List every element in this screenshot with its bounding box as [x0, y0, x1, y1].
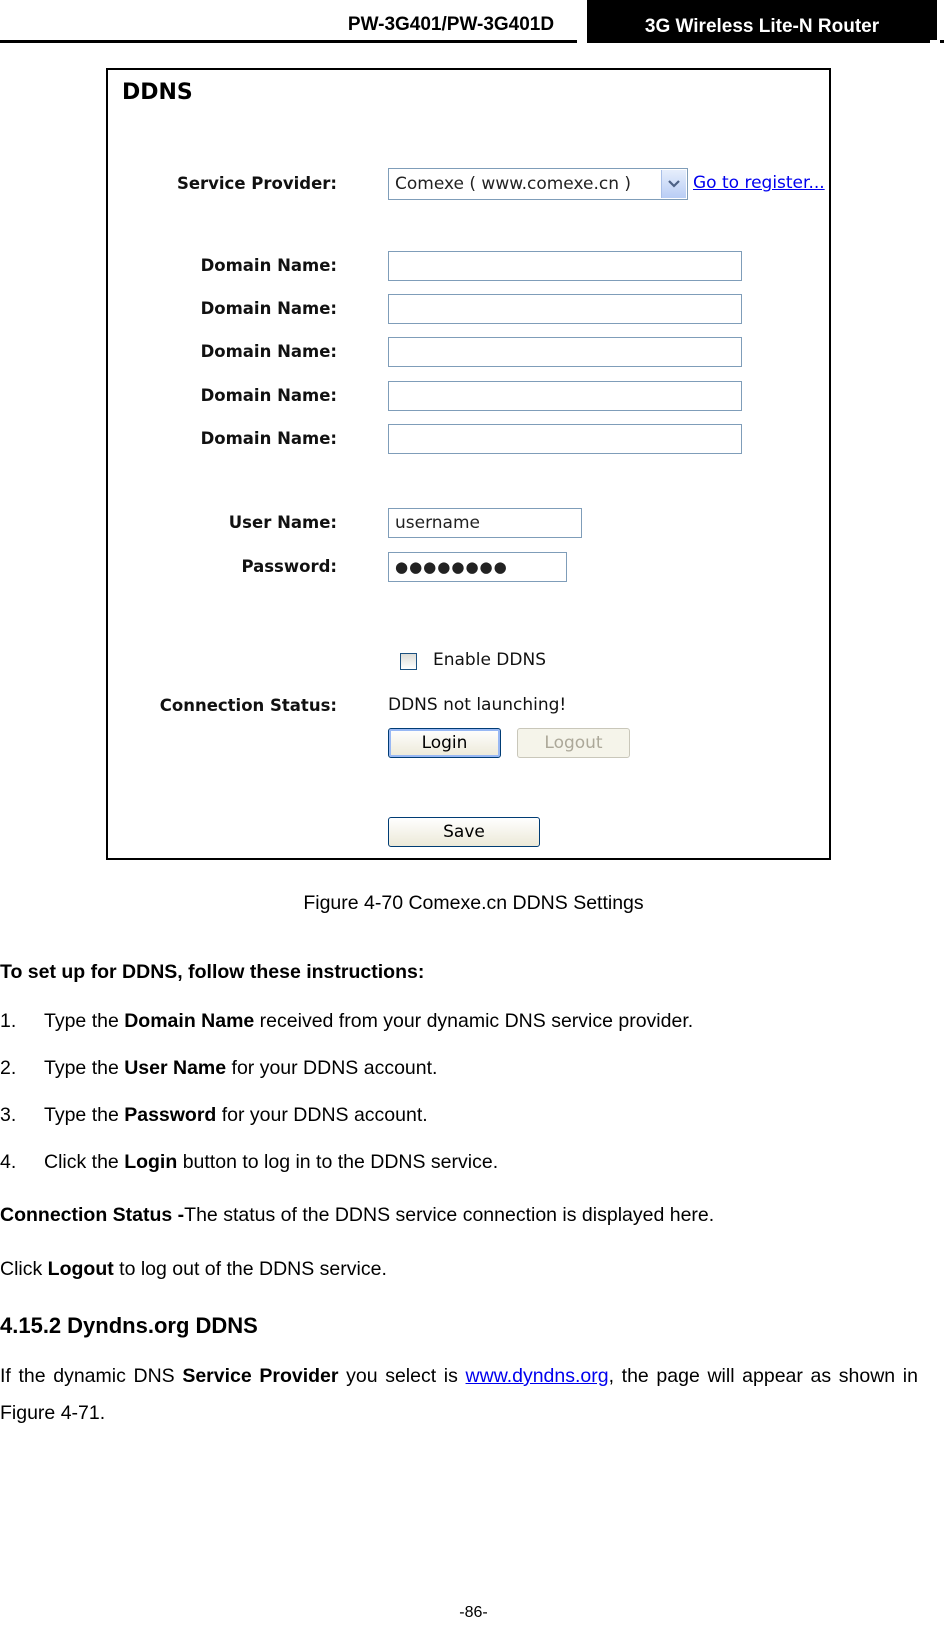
section-paragraph: [0, 1358, 918, 1432]
service-provider-value: Comexe ( www.comexe.cn ): [395, 174, 632, 194]
step-number: 4.: [0, 1151, 17, 1173]
paragraph-text: , the page will appear as shown in Figure 4-71.: [0, 1365, 918, 1424]
go-to-register-link[interactable]: Go to register...: [693, 173, 825, 193]
note-text: Click: [0, 1258, 48, 1280]
connection-status-label: Connection Status:: [159, 696, 337, 715]
page-number: -86-: [459, 1604, 488, 1621]
step-term: User Name: [124, 1057, 227, 1079]
step-term: Login: [124, 1151, 178, 1173]
step-number: 3.: [0, 1104, 17, 1126]
section-number: 4.15.2: [0, 1313, 62, 1338]
save-button[interactable]: Save: [388, 817, 540, 847]
header-rule-tick: [577, 40, 587, 43]
note-text: The status of the DDNS service connection is displayed here.: [184, 1204, 715, 1226]
ddns-settings-figure: [106, 68, 831, 860]
note-term: Logout: [47, 1258, 114, 1280]
paragraph-text: you select is: [338, 1365, 466, 1387]
user-name-label: User Name:: [228, 513, 337, 532]
figure-title: DDNS: [122, 80, 193, 105]
domain-name-input[interactable]: [388, 294, 742, 324]
domain-name-label: Domain Name:: [200, 342, 337, 361]
header-rule: [0, 40, 944, 43]
user-name-input[interactable]: username: [388, 508, 582, 538]
step-item: [44, 1057, 437, 1080]
step-term: Password: [124, 1104, 217, 1126]
password-input[interactable]: ●●●●●●●●: [388, 552, 567, 582]
step-term: Domain Name: [124, 1010, 255, 1032]
header-product: 3G Wireless Lite-N Router: [587, 0, 937, 40]
note-text: to log out of the DDNS service.: [113, 1258, 387, 1280]
step-text: button to log in to the DDNS service.: [177, 1151, 499, 1173]
login-button[interactable]: Login: [388, 728, 501, 758]
domain-name-label: Domain Name:: [200, 256, 337, 275]
chevron-down-icon[interactable]: [661, 170, 686, 198]
step-item: [44, 1151, 498, 1174]
enable-ddns-checkbox[interactable]: [400, 653, 417, 670]
step-text: Click the: [44, 1151, 125, 1173]
enable-ddns-label: Enable DDNS: [433, 650, 546, 670]
step-text: Type the: [44, 1010, 125, 1032]
step-item: [44, 1104, 428, 1127]
step-text: received from your dynamic DNS service provider.: [254, 1010, 694, 1032]
logout-note: [0, 1258, 387, 1281]
note-term: Connection Status -: [0, 1204, 185, 1226]
step-number: 1.: [0, 1010, 17, 1032]
paragraph-text: If the dynamic DNS: [0, 1365, 183, 1387]
service-provider-label: Service Provider:: [176, 174, 337, 193]
dyndns-link[interactable]: www.dyndns.org: [465, 1365, 609, 1387]
step-text: Type the: [44, 1104, 125, 1126]
password-label: Password:: [241, 557, 337, 576]
header-model: PW-3G401/PW-3G401D: [347, 14, 555, 35]
step-item: [44, 1010, 693, 1033]
header-rule-tick: [930, 40, 940, 43]
step-text: Type the: [44, 1057, 125, 1079]
domain-name-label: Domain Name:: [200, 429, 337, 448]
figure-caption: Figure 4-70 Comexe.cn DDNS Settings: [303, 892, 644, 914]
service-provider-select[interactable]: [388, 168, 688, 200]
domain-name-input[interactable]: [388, 251, 742, 281]
connection-status-note: [0, 1204, 714, 1227]
instructions-heading: To set up for DDNS, follow these instructions:: [0, 961, 425, 983]
connection-status-value: DDNS not launching!: [388, 695, 567, 715]
step-text: for your DDNS account.: [216, 1104, 428, 1126]
step-text: for your DDNS account.: [226, 1057, 438, 1079]
paragraph-term: Service Provider: [182, 1365, 339, 1387]
domain-name-input[interactable]: [388, 381, 742, 411]
domain-name-label: Domain Name:: [200, 386, 337, 405]
domain-name-label: Domain Name:: [200, 299, 337, 318]
step-number: 2.: [0, 1057, 17, 1079]
logout-button[interactable]: Logout: [517, 728, 630, 758]
section-heading: [0, 1313, 258, 1339]
domain-name-input[interactable]: [388, 337, 742, 367]
section-title: Dyndns.org DDNS: [67, 1313, 258, 1338]
domain-name-input[interactable]: [388, 424, 742, 454]
